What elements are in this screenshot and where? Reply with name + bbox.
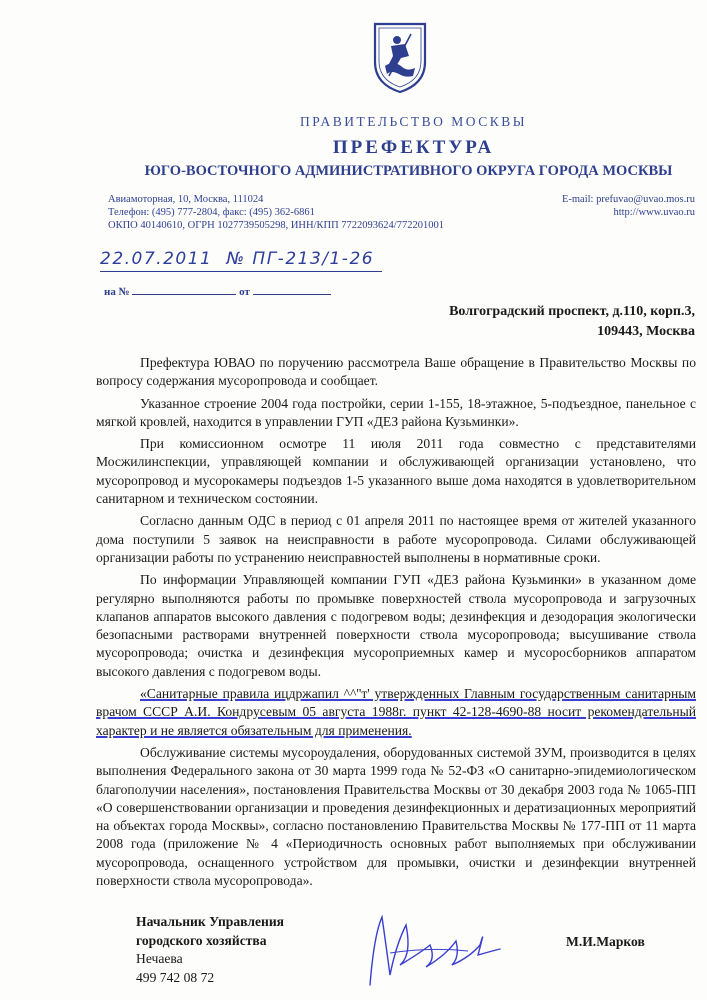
government-title: ПРАВИТЕЛЬСТВО МОСКВЫ — [299, 114, 527, 129]
paragraph-1: Префектура ЮВАО по поручению рассмотрела Ваше обращение в Правительство Москвы по вопросу содержания мусоропровода и сообщает. — [96, 355, 696, 389]
paragraph-3: При комиссионном осмотре 11 июля 2011 года совместно с представителями Мосжилинспекции, управляющей компании и обслуживающей организации установлено, что мусоропровод и мусорокамеры подъездов 1-5 указанного выше дома находятся в удовлетворительном санитарном и техническом состоянии. — [96, 436, 696, 507]
sender-address: Авиамоторная, 10, Москва, 111024 — [108, 194, 264, 205]
reference-row — [104, 284, 331, 298]
sender-website: http://www.uvao.ru — [613, 207, 695, 218]
signatory-position-1: Начальник Управления — [136, 914, 285, 929]
moscow-coat-of-arms-icon — [371, 20, 429, 94]
registration-number: № ПГ-213/1-26 — [226, 249, 375, 269]
paragraph-4: Согласно данным ОДС в период с 01 апреля 2011 по настоящее время от жителей указанного дома поступили 5 заявок на неисправности в работе мусоропровода. Силами обслуживающей организации работы по устранению неисправностей выполнены в нормативные сроки. — [96, 513, 696, 565]
contacts-left — [108, 193, 444, 232]
reference-number-blank — [132, 284, 236, 295]
reference-prefix: на № — [104, 286, 130, 298]
paragraph-6-sanitary-rules: «Санитарные правила ицдржапил ^^''т' утвержденных Главным государственным санитарным врачом СССР А.И. Кондрусевым 05 августа 1988г. пункт 42-128-4690-88 носит рекомендательный характер и не является обязательным для применения. — [96, 686, 696, 738]
signer-name: М.И.Марков — [566, 934, 645, 949]
recipient-line-2: 109443, Москва — [597, 324, 695, 339]
handwritten-signature — [360, 905, 510, 995]
executor-name: Нечаева — [136, 951, 183, 966]
signatory-block — [136, 913, 284, 987]
reference-from-label: от — [239, 286, 250, 298]
letter-body — [96, 354, 696, 894]
paragraph-2: Указанное строение 2004 года постройки, серии 1-155, 18-этажное, 5-подъездное, панельное с мягкой кровлей, находится в управлении ГУП «ДЕЗ района Кузьминки». — [96, 395, 696, 429]
recipient-line-1: Волгоградский проспект, д.110, корп.3, — [449, 304, 695, 319]
sender-email: E-mail: prefuvao@uvao.mos.ru — [561, 194, 695, 205]
registration-date: 22.07.2011 — [100, 249, 213, 269]
reference-date-blank — [253, 284, 331, 295]
sender-codes: ОКПО 40140610, ОГРН 1027739505298, ИНН/КПП 7722093624/772201001 — [108, 220, 444, 231]
paragraph-5: По информации Управляющей компании ГУП «ДЕЗ района Кузьминки» в указанном доме регулярно выполняются работы по промывке поверхностей ствола мусоропровода и загрузочных клапанов аппаратов высокого давления с подогревом воды; дезинфекция и дезодорация экологически безопасными растворами внутренней поверхности ствола мусоропровода; высушивание ствола мусоропровода; очистка и дезинфекция мусороприемных камер и мусоросборников аппаратом высокого давления с подогревом воды. — [96, 572, 696, 679]
registration-stamp — [100, 249, 374, 269]
prefecture-title: ПРЕФЕКТУРА — [332, 137, 495, 158]
signatory-position-2: городского хозяйства — [136, 932, 267, 948]
recipient-address — [449, 302, 695, 342]
contacts-right — [562, 193, 695, 219]
paragraph-7: Обслуживание системы мусороудаления, оборудованных системой ЗУМ, производится в целях выполнения Федерального закона от 30 марта 1999 года № 52-ФЗ «О санитарно-эпидемиологическом благополучии населения», постановления Правительства Москвы от 30 декабря 2003 года № 1065-ПП «О совершенствовании организации и проведения дезинфекционных и дератизационных мероприятий на объектах города Москвы», согласно постановлению Правительства Москвы № 177-ПП от 11 марта 2008 года (приложение № 4 «Периодичность основных работ выполняемых при обслуживании мусоропровода, оснащенного устройством для промывки, очистки и дезинфекции внутренней поверхности ствола мусоропровода». — [96, 744, 696, 889]
executor-phone: 499 742 08 72 — [136, 969, 215, 985]
registration-underline — [100, 271, 382, 272]
sender-phone: Телефон: (495) 777-2804, факс: (495) 362-6861 — [108, 207, 315, 218]
okrug-title: ЮГО-ВОСТОЧНОГО АДМИНИСТРАТИВНОГО ОКРУГА ГОРОДА МОСКВЫ — [144, 163, 673, 179]
